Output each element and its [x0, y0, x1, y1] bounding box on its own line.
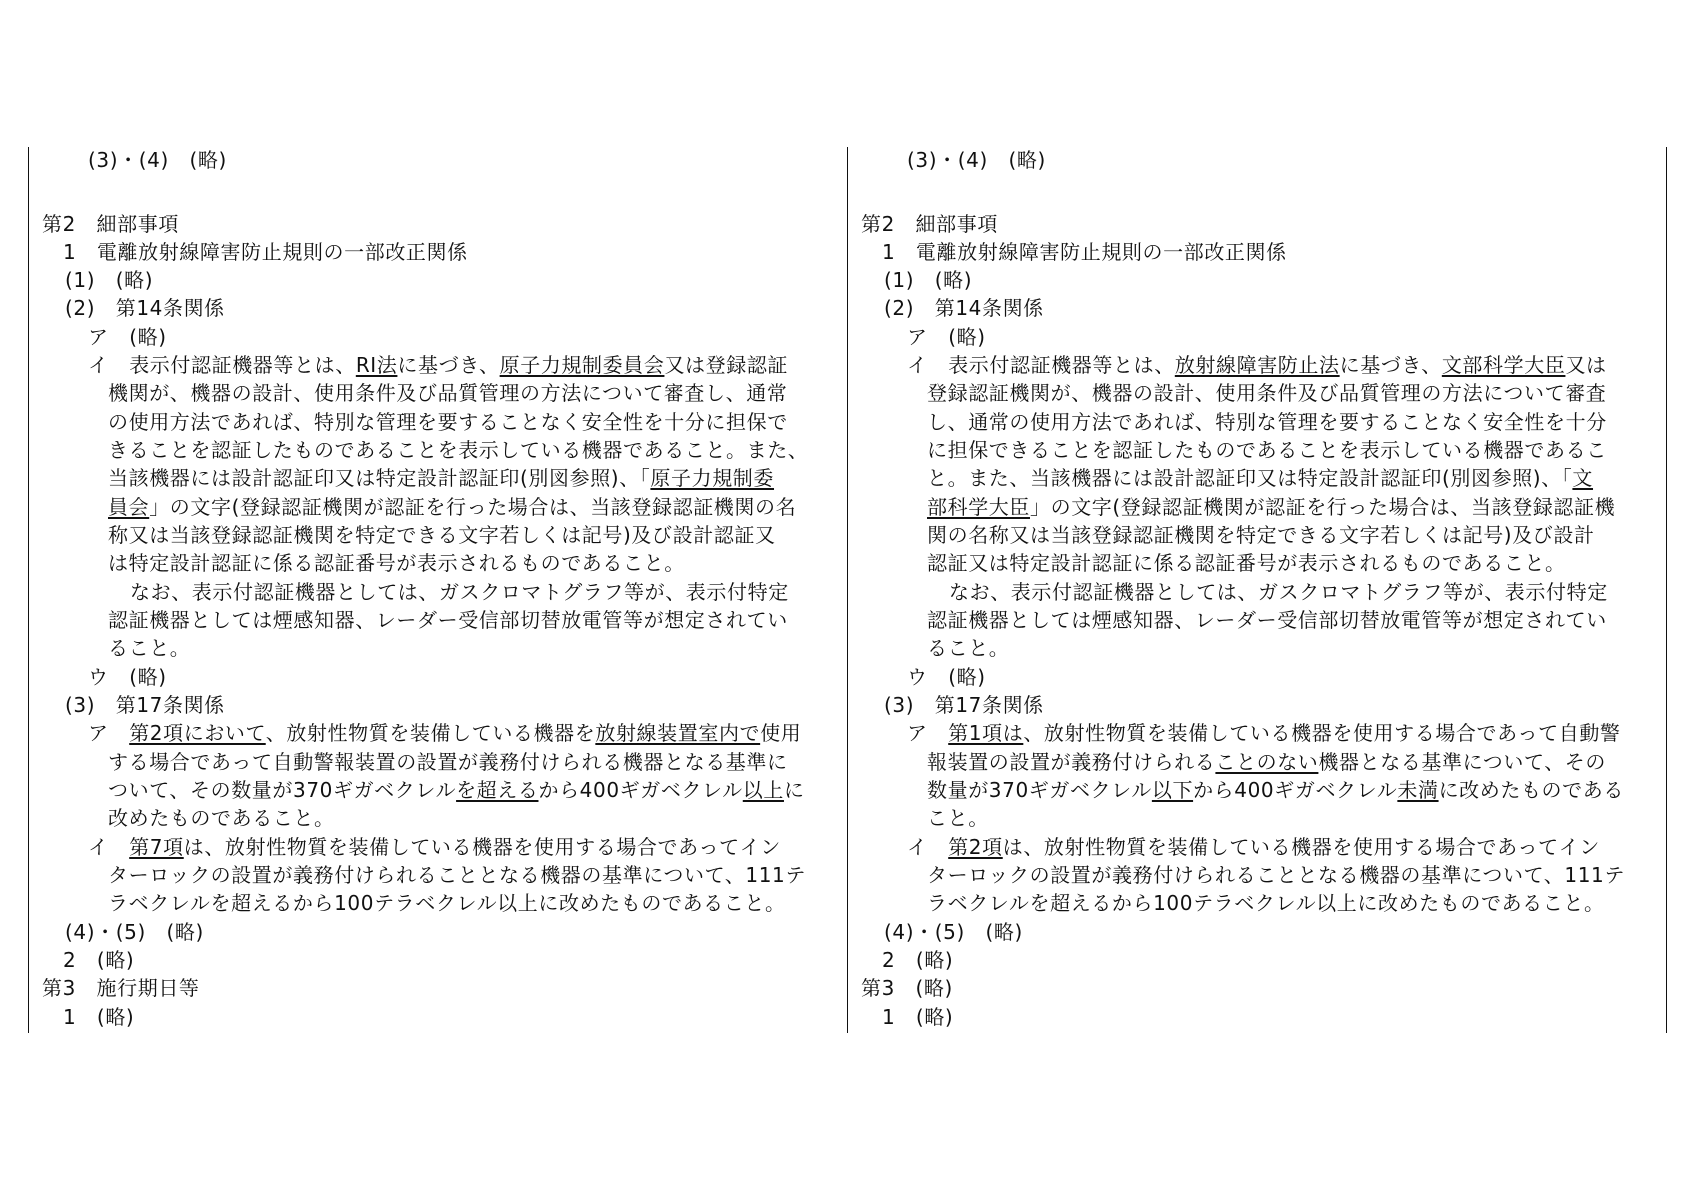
- text-segment: (3)・(4) (略): [88, 148, 227, 172]
- text-line: [927, 436, 1607, 464]
- text-segment: に改めたものである: [1438, 778, 1624, 802]
- text-line: [927, 464, 1593, 492]
- text-segment: 改めたものであること。: [108, 806, 335, 830]
- text-segment: 」の文字(登録認証機関が認証を行った場合は、当該登録認証機: [1030, 495, 1616, 519]
- text-segment: 登録認証機関が、機器の設計、使用条件及び品質管理の方法について審査: [927, 381, 1607, 405]
- text-segment: ラベクレルを超えるから100テラベクレル以上に改めたものであること。: [108, 891, 786, 915]
- text-segment: ラベクレルを超えるから100テラベクレル以上に改めたものであること。: [927, 891, 1605, 915]
- text-segment: は、放射性物質を装備している機器を使用する場合であってイン: [183, 835, 781, 859]
- text-line: [927, 634, 1009, 662]
- underlined-amendment-text: ことのない: [1215, 750, 1319, 774]
- text-line: [927, 606, 1607, 634]
- text-segment: ウ (略): [88, 665, 167, 689]
- text-segment: し、通常の使用方法であれば、特別な管理を要することなく安全性を十分: [927, 410, 1607, 434]
- text-line: [907, 146, 1046, 174]
- text-line: [907, 663, 986, 691]
- text-segment: 又は: [1565, 353, 1607, 377]
- text-line: [884, 294, 1044, 322]
- text-segment: 、放射性物質を装備している機器を: [265, 721, 596, 745]
- text-segment: 称又は当該登録認証機関を特定できる文字若しくは記号)及び設計認証又: [108, 523, 776, 547]
- text-line: [861, 974, 953, 1002]
- text-segment: ターロックの設置が義務付けられることとなる機器の基準について、111テ: [927, 863, 1625, 887]
- text-line: [927, 748, 1606, 776]
- text-segment: 1 電離放射線障害防止規則の一部改正関係: [882, 240, 1287, 264]
- text-line: [927, 408, 1607, 436]
- text-segment: 当該機器には設計認証印又は特定設計認証印(別図参照)、「: [108, 466, 651, 490]
- text-segment: に基づき、: [397, 353, 500, 377]
- text-segment: は、放射性物質を装備している機器を使用する場合であってイン: [1002, 835, 1600, 859]
- text-line: [884, 266, 972, 294]
- text-segment: 機関が、機器の設計、使用条件及び品質管理の方法について審査し、通常: [108, 381, 788, 405]
- text-segment: に基づき、: [1339, 353, 1442, 377]
- text-segment: こと。: [927, 806, 989, 830]
- underlined-amendment-text: 第2項: [948, 835, 1003, 859]
- text-segment: (2) 第14条関係: [884, 296, 1044, 320]
- text-segment: イ 表示付認証機器等とは、: [88, 353, 356, 377]
- text-segment: 」の文字(登録認証機関が認証を行った場合は、当該登録認証機関の名: [149, 495, 797, 519]
- text-segment: 認証機器としては煙感知器、レーダー受信部切替放電管等が想定されてい: [927, 608, 1607, 632]
- text-segment: に: [783, 778, 805, 802]
- text-segment: 1 (略): [882, 1005, 954, 1029]
- text-segment: 1 電離放射線障害防止規則の一部改正関係: [63, 240, 468, 264]
- text-segment: なお、表示付認証機器としては、ガスクロマトグラフ等が、表示付特定: [949, 580, 1608, 604]
- underlined-amendment-text: 以上: [742, 778, 784, 802]
- text-segment: (3) 第17条関係: [65, 693, 225, 717]
- text-segment: から400ギガベクレル: [538, 778, 743, 802]
- underlined-amendment-text: 第1項は: [948, 721, 1024, 745]
- text-line: [907, 833, 1600, 861]
- text-segment: 又は登録認証: [664, 353, 789, 377]
- text-line: [884, 691, 1044, 719]
- text-line: [907, 323, 986, 351]
- text-segment: から400ギガベクレル: [1193, 778, 1398, 802]
- text-segment: きることを認証したものであることを表示している機器であること。また、: [108, 438, 809, 462]
- text-segment: 1 (略): [63, 1005, 135, 1029]
- underlined-amendment-text: 員会: [108, 495, 150, 519]
- underlined-amendment-text: 部科学大臣: [927, 495, 1030, 519]
- text-segment: 認証又は特定設計認証に係る認証番号が表示されるものであること。: [927, 551, 1566, 575]
- text-line: [927, 379, 1606, 407]
- text-segment: ウ (略): [907, 665, 986, 689]
- text-segment: ア: [88, 721, 130, 745]
- text-segment: イ: [907, 835, 949, 859]
- underlined-amendment-text: を超える: [456, 778, 539, 802]
- text-segment: ること。: [108, 636, 191, 660]
- text-segment: 第2 細部事項: [861, 212, 998, 236]
- text-segment: (4)・(5) (略): [65, 920, 204, 944]
- underlined-amendment-text: 放射線装置室内で: [595, 721, 761, 745]
- text-line: [884, 918, 1023, 946]
- text-segment: (1) (略): [65, 268, 154, 292]
- text-segment: する場合であって自動警報装置の設置が義務付けられる機器となる基準に: [108, 750, 788, 774]
- text-line: [882, 238, 1287, 266]
- text-segment: の使用方法であれば、特別な管理を要することなく安全性を十分に担保で: [108, 410, 788, 434]
- underlined-amendment-text: 第2項において: [129, 721, 266, 745]
- text-line: [907, 351, 1607, 379]
- text-line: [882, 1003, 953, 1031]
- text-segment: ア: [907, 721, 949, 745]
- text-segment: なお、表示付認証機器としては、ガスクロマトグラフ等が、表示付特定: [130, 580, 789, 604]
- text-segment: ア (略): [907, 325, 986, 349]
- text-segment: (1) (略): [884, 268, 973, 292]
- text-segment: 第3 施行期日等: [42, 976, 200, 1000]
- text-segment: 関の名称又は当該登録認証機関を特定できる文字若しくは記号)及び設計: [927, 523, 1595, 547]
- text-segment: (3) 第17条関係: [884, 693, 1044, 717]
- text-line: [907, 719, 1621, 747]
- text-segment: 第3 (略): [861, 976, 953, 1000]
- text-segment: イ: [88, 835, 130, 859]
- text-segment: ること。: [927, 636, 1010, 660]
- text-segment: (2) 第14条関係: [65, 296, 225, 320]
- text-line: [882, 946, 953, 974]
- text-segment: (4)・(5) (略): [884, 920, 1023, 944]
- text-segment: 数量が370ギガベクレル: [927, 778, 1152, 802]
- text-segment: と。また、当該機器には設計認証印又は特定設計認証印(別図参照)、「: [927, 466, 1573, 490]
- underlined-amendment-text: 文部科学大臣: [1441, 353, 1566, 377]
- underlined-amendment-text: 未満: [1397, 778, 1439, 802]
- text-segment: (3)・(4) (略): [907, 148, 1046, 172]
- text-line: [927, 776, 1624, 804]
- underlined-amendment-text: 文: [1572, 466, 1594, 490]
- text-segment: ターロックの設置が義務付けられることとなる機器の基準について、111テ: [108, 863, 806, 887]
- underlined-amendment-text: 第7項: [129, 835, 184, 859]
- underlined-amendment-text: RI法: [355, 353, 398, 377]
- underlined-amendment-text: 原子力規制委: [650, 466, 775, 490]
- text-line: [927, 493, 1615, 521]
- text-segment: 報装置の設置が義務付けられる: [927, 750, 1216, 774]
- text-line: [927, 804, 989, 832]
- text-line: [927, 521, 1595, 549]
- text-segment: に担保できることを認証したものであることを表示している機器であるこ: [927, 438, 1607, 462]
- text-line: [949, 578, 1608, 606]
- text-line: [927, 861, 1625, 889]
- text-line: [927, 549, 1566, 577]
- underlined-amendment-text: 以下: [1151, 778, 1194, 802]
- text-line: [927, 889, 1605, 917]
- text-segment: 2 (略): [63, 948, 135, 972]
- text-segment: は特定設計認証に係る認証番号が表示されるものであること。: [108, 551, 685, 575]
- text-segment: ついて、その数量が370ギガベクレル: [108, 778, 457, 802]
- text-line: [861, 210, 998, 238]
- underlined-amendment-text: 放射線障害防止法: [1174, 353, 1340, 377]
- text-segment: 、放射性物質を装備している機器を使用する場合であって自動警: [1023, 721, 1621, 745]
- text-segment: 第2 細部事項: [42, 212, 179, 236]
- text-segment: ア (略): [88, 325, 167, 349]
- text-segment: イ 表示付認証機器等とは、: [907, 353, 1175, 377]
- text-segment: 使用: [760, 721, 802, 745]
- text-segment: 機器となる基準について、その: [1318, 750, 1607, 774]
- underlined-amendment-text: 原子力規制委員会: [499, 353, 665, 377]
- text-segment: 2 (略): [882, 948, 954, 972]
- text-segment: 認証機器としては煙感知器、レーダー受信部切替放電管等が想定されてい: [108, 608, 788, 632]
